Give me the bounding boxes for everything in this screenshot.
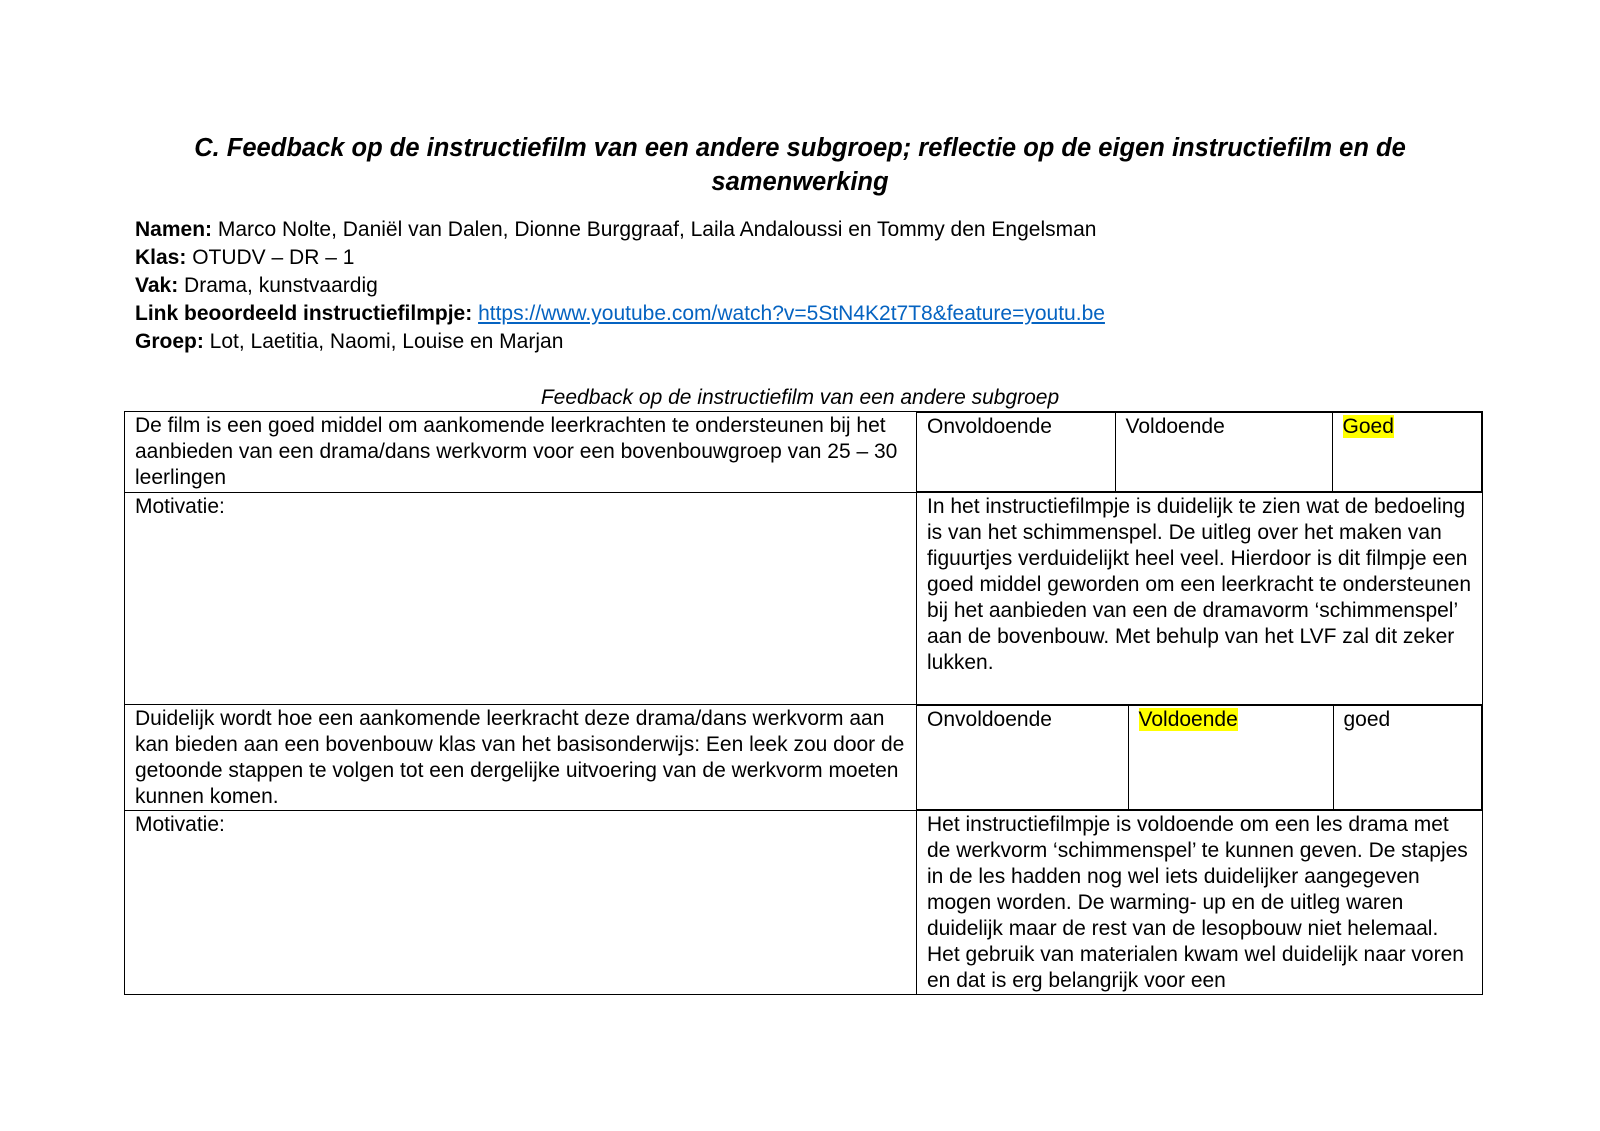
table-caption: Feedback op de instructiefilm van een andere subgroep [540, 386, 1060, 409]
page-title: C. Feedback op de instructiefilm van een andere subgroep; reflectie op de eigen instructiefilm en de samenwerking [194, 134, 1406, 196]
criterion-row-2 [125, 705, 1483, 811]
meta-groep [135, 328, 1435, 356]
criterion-row-1 [125, 412, 1483, 493]
motivation-text-cell [917, 811, 1483, 995]
feedback-table [124, 411, 1483, 995]
motivation-text: Het instructiefilmpje is voldoende om een les drama met de werkvorm ‘schimmenspel’ te kunnen geven. De stapjes in de les hadden nog wel iets duidelijker aangegeven mogen worden. De warming- up en de uitleg waren duidelijk maar de rest van de lesopbouw niet helemaal. Het gebruik van materialen kwam wel duidelijk naar voren en dat is erg belangrijk voor een [927, 813, 1468, 992]
meta-link [135, 300, 1435, 328]
rating-onvoldoende: Onvoldoende [917, 413, 1115, 492]
vak-label: Vak: [135, 274, 179, 297]
namen-value: Marco Nolte, Daniël van Dalen, Dionne Burggraaf, Laila Andaloussi en Tommy den Engelsman [212, 218, 1097, 241]
criterion-text: Duidelijk wordt hoe een aankomende leerkracht deze drama/dans werkvorm aan kan bieden aan een bovenbouw klas van het basisonderwijs: Een leek zou door de getoonde stappen te volgen tot een dergelijke uitvoering van de werkvorm moeten kunnen komen. [125, 705, 917, 811]
motivation-row-1 [125, 493, 1483, 705]
meta-block [135, 216, 1435, 356]
vak-value: Drama, kunstvaardig [178, 274, 378, 297]
meta-klas [135, 244, 1435, 272]
groep-value: Lot, Laetitia, Naomi, Louise en Marjan [203, 330, 564, 353]
meta-namen [135, 216, 1435, 244]
motivation-label: Motivatie: [125, 493, 917, 705]
criterion-text: De film is een goed middel om aankomende leerkrachten te ondersteunen bij het aanbieden van een drama/dans werkvorm voor een bovenbouwgroep van 25 – 30 leerlingen [125, 412, 917, 493]
rating-voldoende: Voldoende [1115, 413, 1332, 492]
groep-label: Groep: [135, 330, 204, 353]
rating-voldoende-selected: Voldoende [1128, 706, 1333, 810]
link-label: Link beoordeeld instructiefilmpje: [135, 302, 473, 325]
klas-label: Klas: [135, 246, 187, 269]
namen-label: Namen: [135, 218, 213, 241]
video-link[interactable]: https://www.youtube.com/watch?v=5StN4K2t7T8&feature=youtu.be [478, 302, 1105, 325]
rating-cell [917, 705, 1483, 811]
rating-goed: goed [1333, 706, 1481, 810]
rating-goed-selected: Goed [1332, 413, 1481, 492]
rating-cell [917, 412, 1483, 493]
motivation-text: In het instructiefilmpje is duidelijk te zien wat de bedoeling is van het schimmenspel. De uitleg over het maken van figuurtjes verduidelijkt heel veel. Hierdoor is dit filmpje een goed middel geworden om een leerkracht te ondersteunen bij het aanbieden van een de dramavorm ‘schimmenspel’ aan de bovenbouw. Met behulp van het LVF zal dit zeker lukken. [917, 493, 1483, 705]
motivation-label: Motivatie: [125, 811, 917, 995]
motivation-row-2 [125, 811, 1483, 995]
rating-onvoldoende: Onvoldoende [917, 706, 1128, 810]
meta-vak [135, 272, 1435, 300]
klas-value: OTUDV – DR – 1 [186, 246, 355, 269]
